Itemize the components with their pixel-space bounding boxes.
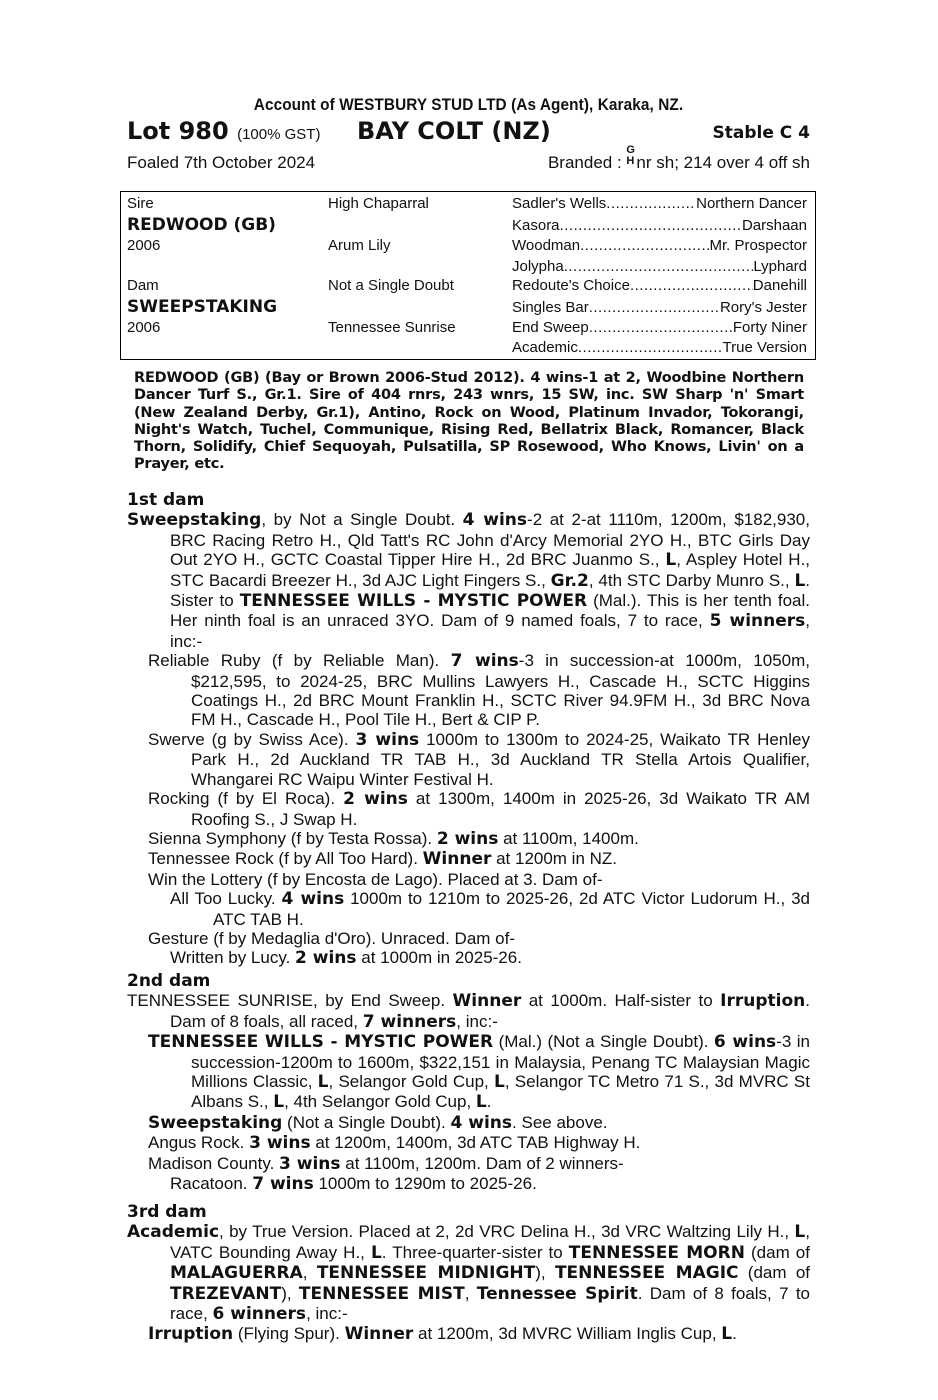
text-run: . Dam of 8 foals, all raced, <box>170 991 810 1031</box>
text-run: TENNESSEE MORN <box>568 1242 745 1263</box>
text-run: at 1200m, 3d MVRC William Inglis Cup, <box>413 1324 722 1344</box>
foaling-date: Foaled 7th October 2024 <box>127 153 316 172</box>
text-run: TENNESSEE WILLS - MYSTIC POWER <box>148 1032 494 1053</box>
text-run: L <box>721 1324 733 1345</box>
progeny-entry <box>170 948 810 968</box>
text-run: TENNESSEE MIST <box>298 1283 465 1304</box>
text-run: at 1000m. Half-sister to <box>521 991 721 1011</box>
text-run: 4 wins <box>462 510 528 531</box>
text-run: Written by Lucy. <box>170 948 296 968</box>
ancestor-row: Jolypha ..... Lyphard <box>512 258 807 275</box>
text-run: , VATC Bounding Away H., <box>170 1222 810 1262</box>
catalogue-header <box>127 96 810 181</box>
third-dam-progeny <box>127 1324 810 1344</box>
text-run: MALAGUERRA <box>170 1263 303 1284</box>
text-run: 3 wins <box>279 1153 341 1174</box>
third-dam-section <box>127 1203 810 1345</box>
progeny-entry <box>148 789 810 829</box>
horse-description: BAY COLT (NZ) <box>357 117 551 145</box>
text-run: 1000m to 1300m to 2024-25, Waikato TR Henley Park H., 2d Auckland TR TAB H., 3d Auckland TR Stella Artois Qualifier, Whangarei RC Waipu Winter Festival H. <box>191 729 810 789</box>
text-run: Winner <box>452 991 522 1012</box>
text-run: 2 wins <box>343 789 408 810</box>
dam-year: 2006 <box>127 319 161 336</box>
first-dam-intro <box>127 510 810 651</box>
text-run: Sweepstaking <box>127 510 262 531</box>
ancestor-row: Sadler's Wells ..... Northern Dancer <box>512 195 807 212</box>
text-run: , 4th STC Darby Munro S., <box>588 570 795 590</box>
text-run: 7 wins <box>252 1174 314 1195</box>
progeny-entry <box>148 829 810 849</box>
second-dam-section <box>127 972 810 1194</box>
text-run: , Aspley Hotel H., STC Bacardi Breezer H., 3d AJC Light Fingers S., <box>170 550 811 590</box>
text-run: (dam of <box>738 1263 811 1283</box>
progeny-entry <box>148 929 810 948</box>
text-run: L <box>794 1222 806 1243</box>
text-run: TENNESSEE SUNRISE, by End Sweep. <box>127 991 453 1011</box>
text-run: Tennessee Spirit <box>476 1283 638 1304</box>
text-run: ), <box>281 1283 299 1303</box>
text-run: L <box>317 1072 329 1093</box>
progeny-entry <box>148 1113 810 1133</box>
text-run: , inc:- <box>170 611 810 651</box>
text-run: 3 wins <box>355 729 420 750</box>
first-dam-section <box>127 491 810 969</box>
text-run: at 1200m, 1400m, 3d ATC TAB Highway H. <box>310 1133 641 1153</box>
text-run: , Selangor Gold Cup, <box>328 1072 495 1092</box>
text-run: 2 wins <box>295 948 357 969</box>
ancestor-row: Redoute's Choice ..... Danehill <box>512 277 807 294</box>
ancestor-row: End Sweep ..... Forty Niner <box>512 319 807 336</box>
text-run: Swerve (g by Swiss Ace). <box>148 729 356 749</box>
grandsire-paternal: High Chaparral <box>328 195 429 212</box>
text-run: , 4th Selangor Gold Cup, <box>284 1092 476 1112</box>
text-run: Irruption <box>148 1324 234 1345</box>
text-run: . Sister to <box>170 570 811 611</box>
progeny-entry <box>148 1032 810 1113</box>
pedigree-table <box>120 191 816 360</box>
text-run: TENNESSEE MAGIC <box>554 1263 739 1284</box>
text-run: , <box>302 1263 317 1283</box>
text-run: 7 winners <box>362 1011 457 1032</box>
text-run: at 1000m in 2025-26. <box>356 948 522 968</box>
text-run: Reliable Ruby (f by Reliable Man). <box>148 651 451 671</box>
text-run: 5 winners <box>709 611 806 632</box>
granddam-maternal: Tennessee Sunrise <box>328 319 456 336</box>
text-run: 6 wins <box>713 1032 777 1053</box>
text-run: Rocking (f by El Roca). <box>148 789 344 809</box>
ancestor-row: Singles Bar ..... Rory's Jester <box>512 299 807 316</box>
second-dam-heading: 2nd dam <box>127 971 211 991</box>
grandsire-maternal: Not a Single Doubt <box>328 277 454 294</box>
granddam-paternal: Arum Lily <box>328 237 391 254</box>
text-run: . Dam of 8 foals, 7 to race, <box>170 1283 810 1324</box>
text-run: , inc:- <box>456 1011 498 1031</box>
text-run: . <box>486 1092 492 1112</box>
progeny-entry <box>148 1324 810 1344</box>
text-run: at 1100m, 1400m. <box>498 828 639 848</box>
second-dam-intro <box>127 991 810 1032</box>
text-run: , <box>464 1283 477 1303</box>
text-run: Gr.2 <box>550 570 589 591</box>
text-run: -3 in succession-1200m to 1600m, $322,151 in Malaysia, Penang TC Malaysian Magic Millions Classic, <box>191 1032 810 1092</box>
progeny-entry <box>148 651 810 730</box>
first-dam-heading: 1st dam <box>127 490 205 510</box>
text-run: (dam of <box>744 1242 810 1262</box>
text-run: Tennessee Rock (f by All Too Hard). <box>148 849 423 869</box>
progeny-entry <box>148 1154 810 1174</box>
brand-mark-icon: G H <box>626 144 635 167</box>
text-run: Winner <box>422 849 492 870</box>
stable-location: Stable C 4 <box>712 123 810 143</box>
text-run: , by Not a Single Doubt. <box>261 510 463 530</box>
text-run: L <box>665 550 677 571</box>
text-run: Angus Rock. <box>148 1133 250 1153</box>
text-run: , inc:- <box>306 1304 348 1324</box>
text-run: ), <box>535 1263 555 1283</box>
text-run: Gesture (f by Medaglia d'Oro). Unraced. Dam of- <box>148 928 515 948</box>
gst-note: (100% GST) <box>237 126 321 143</box>
text-run: TENNESSEE MIDNIGHT <box>316 1263 536 1284</box>
text-run: L <box>794 570 806 591</box>
ancestor-row: Woodman ..... Mr. Prospector <box>512 237 807 254</box>
dam-label: Dam <box>127 277 159 294</box>
sire-year: 2006 <box>127 237 161 254</box>
text-run: L <box>494 1072 505 1093</box>
text-run: 1000m to 1210m to 2025-26, 2d ATC Victor Ludorum H., 3d ATC TAB H. <box>213 889 810 929</box>
ancestor-row: Kasora ..... Darshaan <box>512 217 807 234</box>
progeny-entry <box>148 870 810 889</box>
text-run: L <box>273 1092 285 1113</box>
text-run: 1000m to 1290m to 2025-26. <box>313 1174 537 1194</box>
lot-number: Lot 980 (100% GST) <box>127 117 321 145</box>
text-run: Winner <box>344 1324 414 1345</box>
text-run: All Too Lucky. <box>170 889 282 909</box>
ancestor-row: Academic ..... True Version <box>512 339 807 356</box>
text-run: (Mal.) (Not a Single Doubt). <box>493 1032 714 1052</box>
progeny-entry <box>170 889 810 929</box>
text-run: at 1200m in NZ. <box>491 849 618 869</box>
text-run: 2 wins <box>436 828 499 849</box>
text-run: . See above. <box>512 1112 608 1132</box>
text-run: Academic <box>127 1222 220 1243</box>
sire-summary: REDWOOD (GB) (Bay or Brown 2006-Stud 2012). 4 wins-1 at 2, Woodbine Northern Dancer Turf S., Gr.1. Sire of 404 rnrs, 243 wnrs, 15 SW, inc. SW Sharp 'n' Smart (New Zealand Derby, Gr.1), Antino, Rock on Wood, Platinum Invador, Tokorangi, Night's Watch, Tuchel, Communique, Rising Red, Bellatrix Black, Romancer, Black Thorn, Solidify, Chief Sequoyah, Pulsatilla, SP Rosewood, Who Knows, Livin' on a Prayer, etc. <box>134 370 804 473</box>
text-run: -3 in succession-at 1000m, 1050m, $212,595, to 2024-25, BRC Mullins Lawyers H., Cascade H., SCTC Higgins Coatings H., 2d BRC Mount Franklin H., SCTC River 94.9FM H., 3d BRC Nova FM H., Cascade H., Pool Tile H., Bert & CIP P. <box>191 651 810 730</box>
progeny-entry <box>170 1174 810 1194</box>
text-run: Irruption <box>720 991 806 1012</box>
text-run: Sienna Symphony (f by Testa Rossa). <box>148 828 437 848</box>
third-dam-intro <box>127 1222 810 1324</box>
first-dam-progeny <box>127 651 810 969</box>
text-run: Madison County. <box>148 1153 280 1173</box>
text-run: -2 at 2-at 1110m, 1200m, $182,930, BRC Racing Retro H., Qld Tatt's RC John d'Arcy Memorial 2YO H., BTC Girls Day Out 2YO H., GCTC Coastal Tipper Hire H., 2d BRC Juanmo S., <box>170 510 810 570</box>
text-run: , by True Version. Placed at 2, 2d VRC Delina H., 3d VRC Waltzing Lily H., <box>219 1222 795 1242</box>
text-run: 3 wins <box>249 1133 311 1154</box>
brand-description: Branded : G H nr sh; 214 over 4 off sh <box>547 144 810 172</box>
text-run: (Mal.). This is her tenth foal. Her ninth foal is an unraced 3YO. Dam of 9 named foals, 7 to race, <box>170 591 810 631</box>
text-run: 7 wins <box>450 651 519 672</box>
text-run: 4 wins <box>450 1112 513 1133</box>
text-run: L <box>475 1092 487 1113</box>
text-run: L <box>370 1242 382 1263</box>
sire-name: REDWOOD (GB) <box>127 215 276 235</box>
text-run: TENNESSEE WILLS - MYSTIC POWER <box>239 591 588 612</box>
text-run: (Flying Spur). <box>233 1324 345 1344</box>
text-run: 4 wins <box>281 889 345 910</box>
text-run: , Selangor TC Metro 71 S., 3d MVRC St Albans S., <box>191 1072 810 1112</box>
progeny-entry <box>148 1133 810 1153</box>
text-run: 6 winners <box>212 1304 307 1325</box>
text-run: Racatoon. <box>170 1174 253 1194</box>
progeny-entry <box>148 730 810 789</box>
sire-label: Sire <box>127 195 154 212</box>
progeny-entry <box>148 849 810 869</box>
second-dam-progeny <box>127 1032 810 1194</box>
text-run: Win the Lottery (f by Encosta de Lago). Placed at 3. Dam of- <box>148 869 603 889</box>
dam-name: SWEEPSTAKING <box>127 297 278 317</box>
text-run: . Three-quarter-sister to <box>381 1242 569 1262</box>
vendor-account: Account of WESTBURY STUD LTD (As Agent), Karaka, NZ. <box>253 96 684 114</box>
text-run: TREZEVANT <box>170 1283 282 1304</box>
text-run: at 1100m, 1200m. Dam of 2 winners- <box>340 1153 624 1173</box>
text-run: Sweepstaking <box>148 1112 283 1133</box>
text-run: at 1300m, 1400m in 2025-26, 3d Waikato TR AM Roofing S., J Swap H. <box>191 789 810 829</box>
text-run: . <box>732 1324 737 1344</box>
text-run: (Not a Single Doubt). <box>282 1112 451 1132</box>
third-dam-heading: 3rd dam <box>127 1202 207 1222</box>
